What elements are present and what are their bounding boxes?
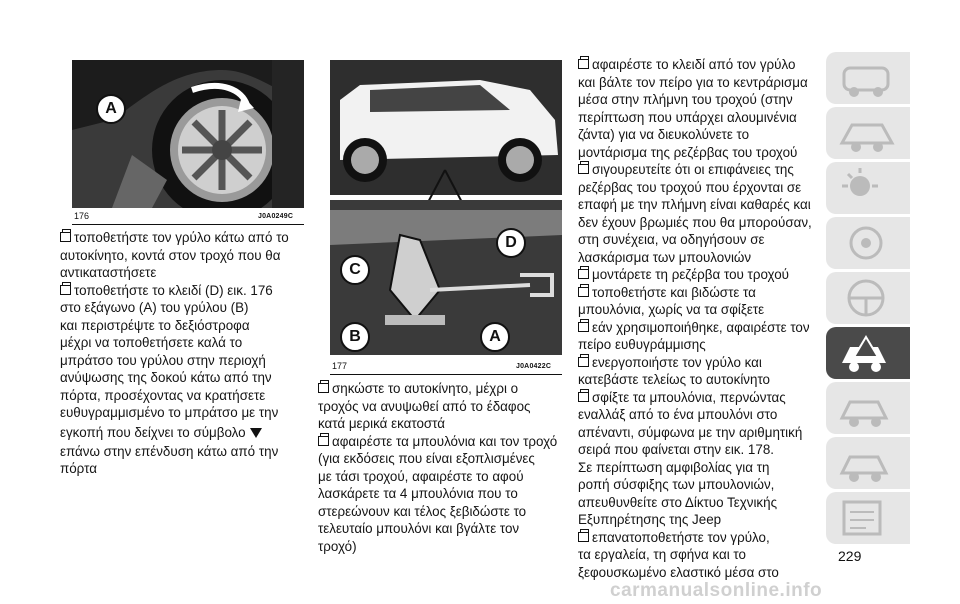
lights-icon [826, 162, 910, 214]
text-line: επανατοποθετήστε τον γρύλο, [578, 529, 824, 547]
text-line: τελευταίο μπουλόνι και βγάλτε τον [318, 521, 520, 536]
figure-176-image [72, 60, 304, 208]
figure-176-code: J0A0249C [258, 213, 294, 220]
bullet-icon [578, 322, 589, 332]
bullet-icon [60, 285, 71, 295]
car-info-icon [826, 52, 910, 104]
bullet-icon [578, 392, 589, 402]
text-line: με τάσι τροχού, αφαιρέστε το αφού [318, 468, 524, 484]
text-line: σειρά που φαίνεται στην εικ. 178. [578, 442, 774, 457]
text-line: στο εξάγωνο (A) του γρύλου (B) [60, 300, 249, 315]
text-line: απέναντι, σύμφωνα με την αριθμητική [578, 424, 803, 440]
figure-label-c: C [340, 255, 370, 285]
bullet-icon [578, 287, 589, 297]
car-and-jack-illustration [330, 60, 562, 355]
figure-177-caption-rule [330, 374, 562, 375]
text-line: αφαιρέστε τα μπουλόνια και τον τροχό [318, 433, 576, 451]
figure-label-b: B [340, 322, 370, 352]
text-line: Σε περίπτωση αμφιβολίας για τη [578, 459, 770, 475]
text-line: περίπτωση που υπάρχει αλουμινένια [578, 109, 797, 125]
figure-176-caption-rule [72, 224, 304, 225]
text-line: τροχό) [318, 538, 357, 554]
steering-wheel-icon [826, 272, 910, 324]
column-1-text [60, 229, 310, 478]
bullet-icon [578, 532, 589, 542]
dashboard-icon [826, 107, 910, 159]
text-line: εάν χρησιμοποιήθηκε, αφαιρέστε τον [578, 319, 824, 337]
text-line: αφαιρέστε το κλειδί από τον γρύλο [578, 56, 824, 74]
text-line: ξεφουσκωμένο ελαστικό μέσα στο [578, 564, 779, 580]
text-line: μέχρι να τοποθετήσετε καλά το [60, 335, 243, 350]
text-line: στη συνέχεια, να οδηγήσουν σε [578, 232, 765, 247]
text-line: τοποθετήστε τον γρύλο κάτω από το [60, 229, 310, 247]
bullet-icon [578, 164, 589, 174]
text-line: σιγουρευτείτε ότι οι επιφάνειες της [578, 161, 824, 179]
text-line: επαφή με την πλήμνη είναι καθαρές και [578, 197, 811, 212]
bullet-icon [578, 357, 589, 367]
figure-177-number: 177 [332, 361, 348, 371]
figure-label-d: D [496, 228, 526, 258]
text-line: πόρτα [60, 461, 97, 476]
text-line: δεν έχουν βρωμιές που θα μπορούσαν, [578, 214, 812, 230]
figure-177-image [330, 60, 562, 355]
text-line: τοποθετήστε και βιδώστε τα [578, 284, 824, 302]
figure-label-a: A [96, 94, 126, 124]
text-line: μοντάρισμα της ρεζέρβας του τροχού [578, 144, 798, 160]
text-line: σηκώστε το αυτοκίνητο, μέχρι ο [318, 380, 576, 398]
chapter-tab-dashboard[interactable] [826, 107, 910, 159]
safety-icon [826, 217, 910, 269]
text-line: αυτοκίνητο, κοντά στον τροχό που θα [60, 247, 281, 263]
text-line: (για εκδόσεις που είναι εξοπλισμένες [318, 451, 535, 466]
text-line: ζάντα) για να διευκολύνετε το [578, 127, 750, 142]
text-line: πόρτα, προσέχοντας να κρατήσετε [60, 387, 266, 403]
text-line: και βάλτε τον πείρο για το κεντράρισμα [578, 74, 808, 90]
warning-car-icon [826, 327, 910, 379]
text-line: στερεώνουν και τέλος ξεβιδώστε το [318, 503, 527, 519]
text-line: τοποθετήστε το κλειδί (D) εικ. 176 [60, 282, 310, 300]
text-line: μπουλόνια, χωρίς να τα σφίξετε [578, 302, 765, 317]
chapter-tab-specs[interactable] [826, 437, 910, 489]
text-line: μοντάρετε τη ρεζέρβα του τροχού [578, 266, 824, 284]
text-line: ενεργοποιήστε τον γρύλο και [578, 354, 824, 372]
chapter-tab-car-info[interactable] [826, 52, 910, 104]
chapter-tab-lights[interactable] [826, 162, 910, 214]
text-line: και περιστρέψτε το δεξιόστροφα [60, 317, 250, 333]
wrench-car-icon [826, 382, 910, 434]
text-line: Εξυπηρέτησης της Jeep [578, 512, 722, 527]
text-line: πείρο ευθυγράμμισης [578, 337, 706, 352]
text-line: αντικαταστήσετε [60, 265, 157, 280]
bullet-icon [578, 269, 589, 279]
text-line: τροχός να ανυψωθεί από το έδαφος [318, 398, 531, 414]
wheel-jack-illustration [72, 60, 304, 208]
chapter-tab-index[interactable] [826, 492, 910, 544]
specs-car-icon [826, 437, 910, 489]
text-line: μπράτσο του γρύλου στην περιοχή [60, 352, 266, 368]
bullet-icon [318, 383, 329, 393]
text-line: σφίξτε τα μπουλόνια, περνώντας [578, 389, 824, 407]
text-line: ροπή σύσφιξης των μπουλονιών, [578, 477, 775, 492]
text-line: μέσα στην πλήμνη του τροχού (στην [578, 92, 793, 107]
lift-point-symbol-icon [250, 428, 262, 438]
footer-watermark[interactable]: carmanualsonline.info [610, 580, 823, 601]
text-line: ρεζέρβας του τροχού που έρχονται σε [578, 179, 802, 195]
figure-label-a: A [480, 322, 510, 352]
text-line: λασκάρετε τα 4 μπουλόνια που το [318, 486, 518, 501]
text-line: εγκοπή που δείχνει το σύμβολο [60, 422, 310, 443]
bullet-icon [318, 436, 329, 446]
text-line: ευθυγραμμισμένο το μπράτσο με την [60, 405, 279, 420]
figure-177-code: J0A0422C [516, 363, 552, 370]
text-line: κατεβάστε τελείως το αυτοκίνητο [578, 372, 770, 387]
bullet-icon [60, 232, 71, 242]
chapter-tab-maintenance[interactable] [826, 382, 910, 434]
text-line: τα εργαλεία, τη σφήνα και το [578, 547, 746, 562]
chapter-tab-steering[interactable] [826, 272, 910, 324]
text-line: απευθυνθείτε στο Δίκτυο Τεχνικής [578, 494, 778, 510]
column-3-text [578, 56, 824, 581]
chapter-tab-safety[interactable] [826, 217, 910, 269]
figure-176-number: 176 [74, 211, 90, 221]
text-line: εναλλάξ από το ένα μπουλόνι στο [578, 407, 778, 422]
column-2-text [318, 380, 576, 555]
index-icon [826, 492, 910, 544]
chapter-tab-emergency[interactable] [826, 327, 910, 379]
text-line: κατά μερικά εκατοστά [318, 416, 446, 431]
text-line: ανύψωσης της δοκού κάτω από την [60, 370, 272, 385]
text-line: λασκάρισμα των μπουλονιών [578, 249, 752, 265]
page-number: 229 [838, 548, 862, 564]
text-line: επάνω στην επένδυση κάτω από την [60, 443, 279, 459]
bullet-icon [578, 59, 589, 69]
